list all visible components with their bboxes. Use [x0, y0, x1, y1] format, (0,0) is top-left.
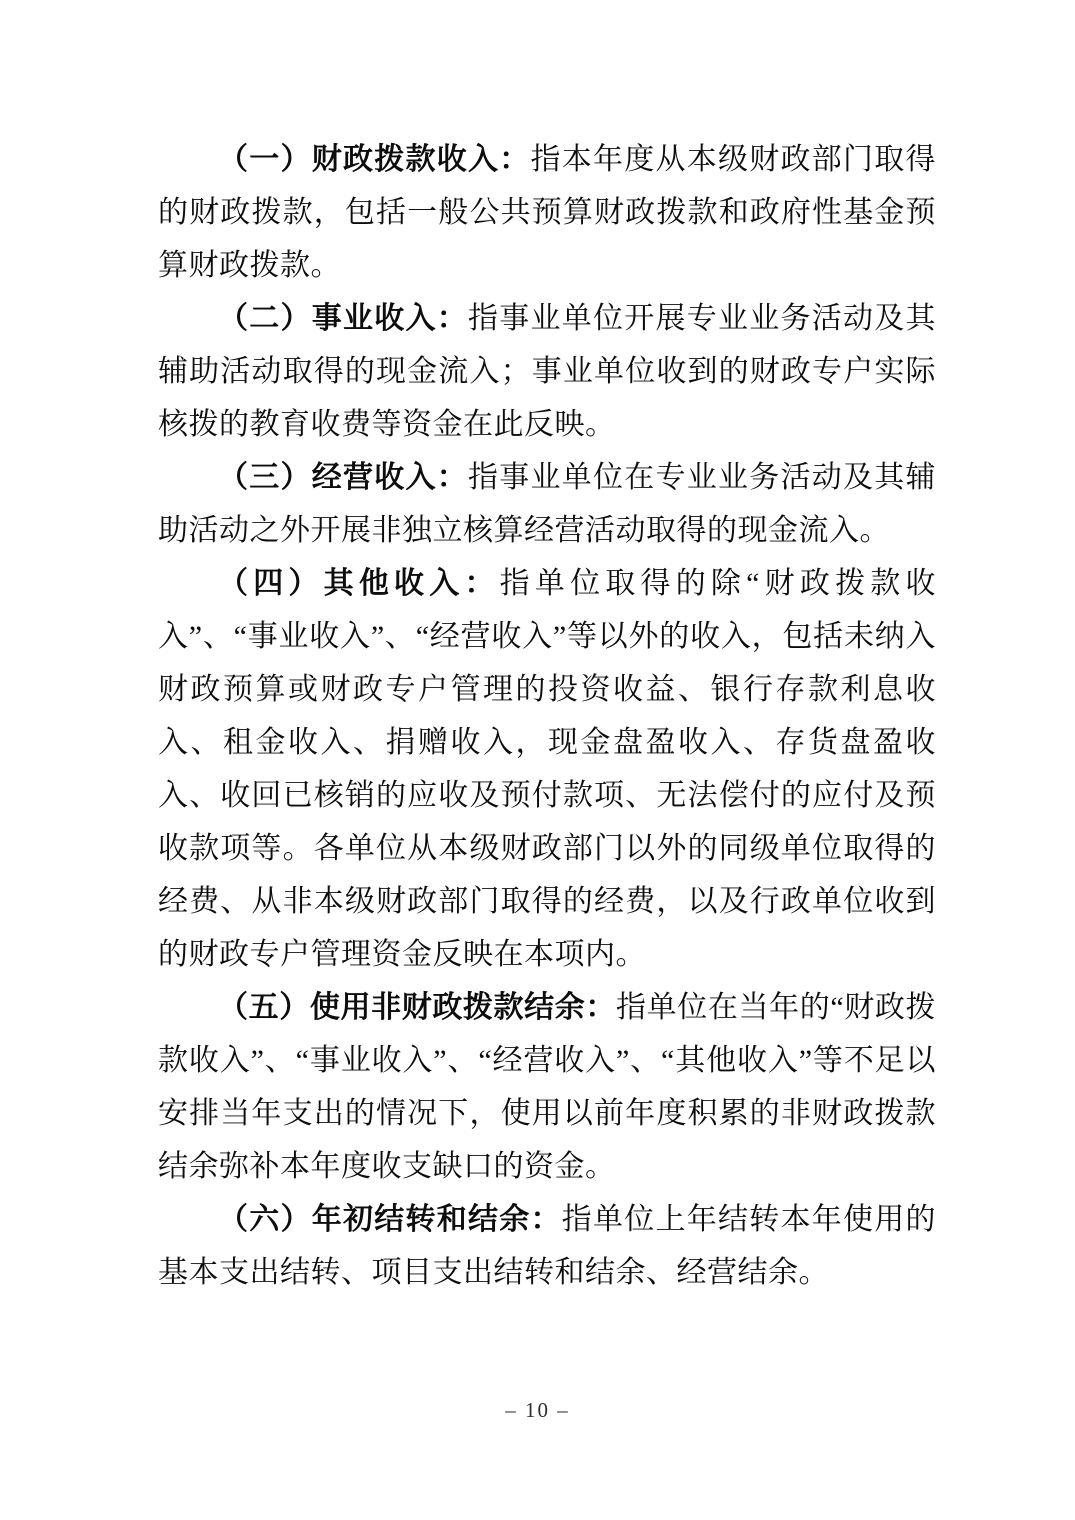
paragraph-text: 指单位在当年的“财政拨款收入”、“事业收入”、“经营收入”、“其他收入”等不足以安排当年支出的情况下，使用以前年度积累的非财政拨款结余弥补本年度收支缺口的资金。 — [158, 991, 936, 1183]
paragraph-text: 指单位取得的除“财政拨款收入”、“事业收入”、“经营收入”等以外的收入，包括未纳入财政预算或财政专户管理的投资收益、银行存款利息收入、租金收入、捐赠收入，现金盘盈收入、存货盘盈收入、收回已核销的应收及预付款项、无法偿付的应付及预收款项等。各单位从本级财政部门以外的同级单位取得的经费、从非本级财政部门取得的经费，以及行政单位收到的财政专户管理资金反映在本项内。 — [158, 567, 936, 971]
paragraph-text: 指单位上年结转本年使用的基本支出结转、项目支出结转和结余、经营结余。 — [158, 1203, 936, 1289]
paragraph-lead: （四）其他收入： — [218, 567, 500, 600]
paragraph-lead: （二）事业收入： — [218, 302, 468, 335]
paragraph-text: 指本年度从本级财政部门取得的财政拨款，包括一般公共预算财政拨款和政府性基金预算财政拨款。 — [158, 143, 936, 282]
page-number: – 10 – — [505, 1398, 570, 1422]
paragraph-lead: （五）使用非财政拨款结余： — [218, 991, 617, 1024]
paragraph-carryover-balance — [158, 1193, 936, 1299]
paragraph-operational-income — [158, 292, 936, 451]
paragraph-text: 指事业单位在专业业务活动及其辅助活动之外开展非独立核算经营活动取得的现金流入。 — [158, 461, 936, 547]
paragraph-lead: （六）年初结转和结余： — [218, 1203, 562, 1236]
paragraph-text: 指事业单位开展专业业务活动及其辅助活动取得的现金流入；事业单位收到的财政专户实际核拨的教育收费等资金在此反映。 — [158, 302, 936, 441]
paragraph-other-income — [158, 557, 936, 981]
paragraph-non-fiscal-surplus — [158, 981, 936, 1193]
document-body — [158, 133, 936, 1299]
paragraph-business-income — [158, 451, 936, 557]
paragraph-lead: （一）财政拨款收入： — [218, 143, 531, 176]
paragraph-lead: （三）经营收入： — [218, 461, 468, 494]
paragraph-fiscal-appropriation-income — [158, 133, 936, 292]
